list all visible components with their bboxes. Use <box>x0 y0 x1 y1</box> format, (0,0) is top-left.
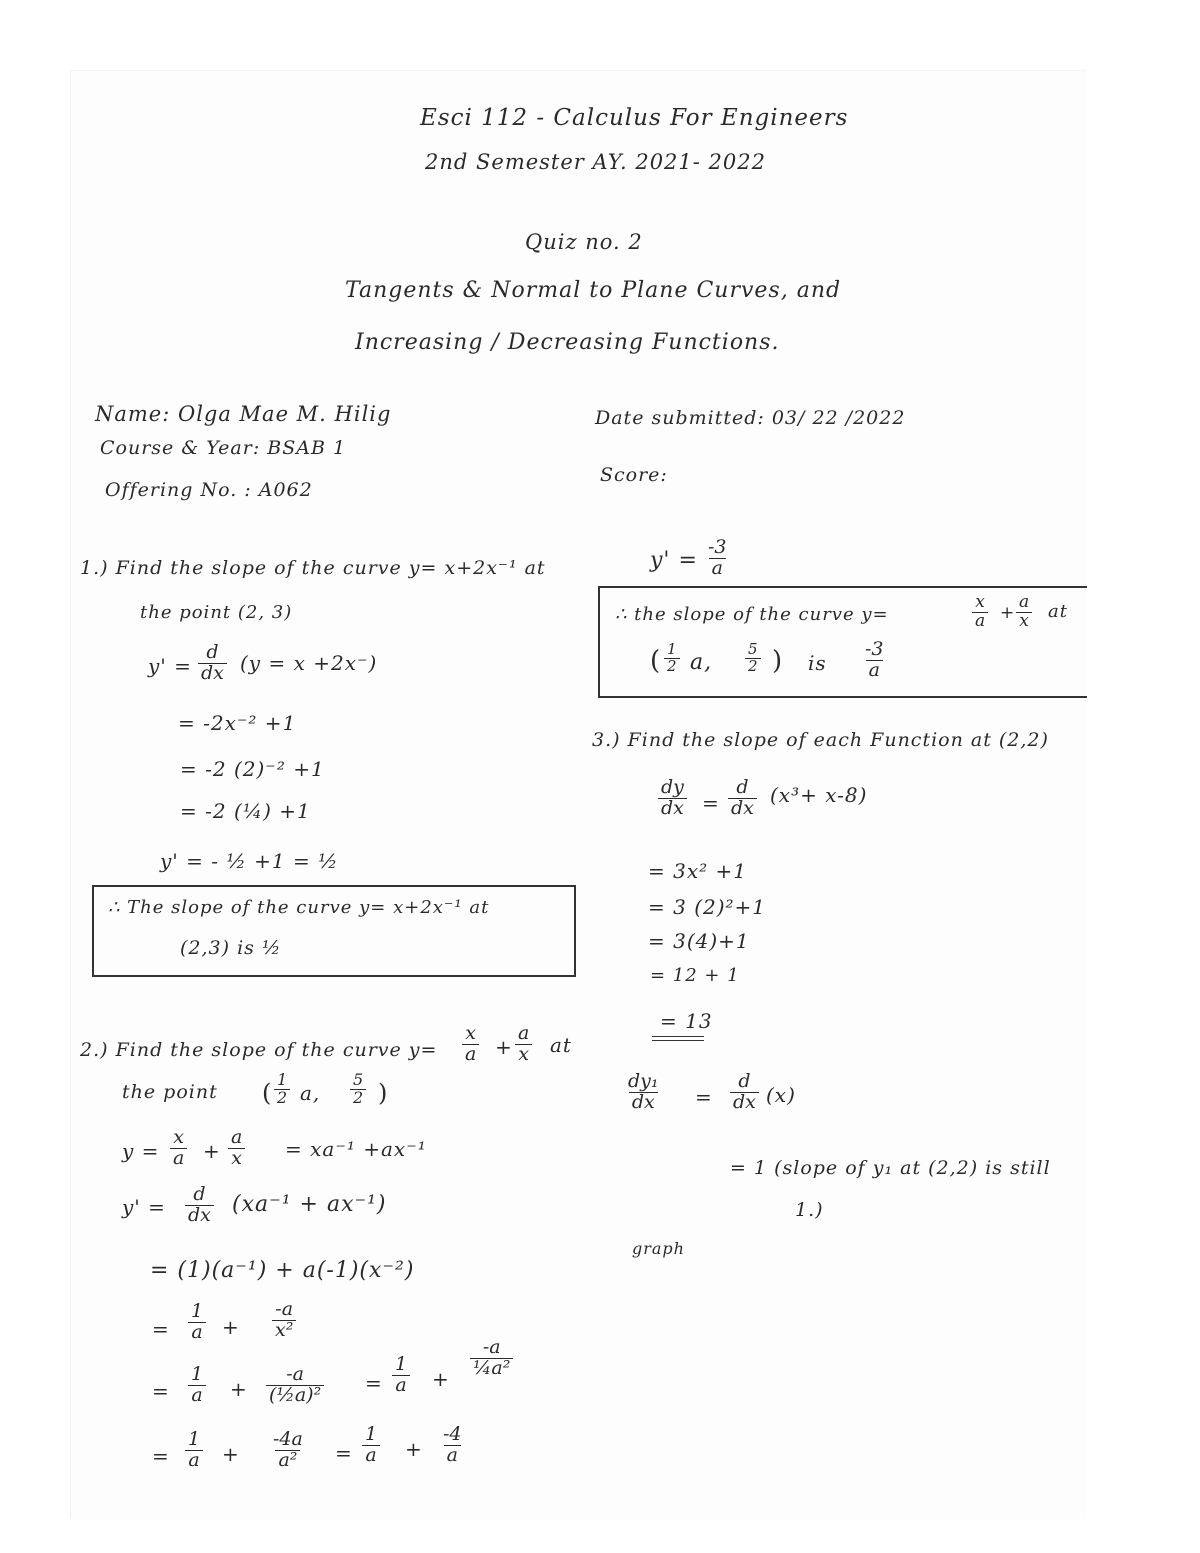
q2-s5-f2-num: -a <box>286 1363 304 1385</box>
q2-s1-f1-num: x <box>173 1126 185 1148</box>
q2-s1-f1-den: a <box>170 1148 187 1169</box>
q2-result-den: a <box>709 558 726 579</box>
q1-step4: = -2 (¼) +1 <box>180 799 311 823</box>
q3-line4: = 12 + 1 <box>650 965 740 986</box>
q2-ans-at: at <box>1048 601 1068 622</box>
q2-ans-res-num: -3 <box>865 638 884 660</box>
q3-d2-rhs: (x) <box>766 1083 796 1107</box>
q1-dx: dx <box>198 663 227 684</box>
q2-s4-f2-num: -a <box>275 1298 294 1320</box>
q2-ans-f2-den: x <box>1016 612 1032 631</box>
q2-s4-f1-den: a <box>188 1322 205 1343</box>
q2-s3: = (1)(a⁻¹) + a(-1)(x⁻²) <box>150 1258 415 1283</box>
q1-step3: = -2 (2)⁻² +1 <box>180 757 325 781</box>
q2-s5-frac4 <box>470 1338 513 1379</box>
q2-prompt-f1-den: a <box>462 1044 479 1065</box>
topic-line-2: Increasing / Decreasing Functions. <box>355 330 780 355</box>
q2-prompt-f2-den: x <box>515 1044 532 1065</box>
q2-s1-frac1 <box>170 1128 187 1169</box>
q1-step5: y' = - ½ +1 = ½ <box>160 849 339 873</box>
q2-ans-a: a, <box>690 650 713 675</box>
q2-s5-eq2: = <box>365 1371 383 1395</box>
q3-d2-eq: = <box>695 1085 713 1109</box>
q3-d2-den: dx <box>629 1092 658 1113</box>
q2-prompt-frac-x-over-a <box>462 1024 479 1065</box>
q3-d1-rhs: (x³+ x-8) <box>770 783 868 807</box>
q2-s5-f1-num: 1 <box>191 1363 204 1385</box>
q2-s1-f2-den: x <box>228 1148 245 1169</box>
q1-answer-line1: ∴ The slope of the curve y= x+2x⁻¹ at <box>108 897 490 918</box>
q2-s5-frac3 <box>392 1355 410 1396</box>
q3-d1-eq: = <box>702 791 720 815</box>
q2-prompt-frac-a-over-x <box>515 1024 532 1065</box>
q2-s6-f1-den: a <box>185 1450 202 1471</box>
q2-s1-frac2 <box>228 1128 245 1169</box>
q2-point-a: a, <box>300 1081 321 1105</box>
q2-s5-f1-den: a <box>188 1385 205 1406</box>
q2-result-num: -3 <box>708 536 727 558</box>
q2-s5-plus: + <box>230 1377 248 1401</box>
q2-s1-rhs: = xa⁻¹ +ax⁻¹ <box>285 1137 427 1161</box>
q3-d2-op-num: d <box>738 1070 751 1092</box>
q2-point-half-den: 2 <box>274 1089 290 1107</box>
q2-ans-frac1 <box>972 594 988 631</box>
q2-ans-five <box>745 642 761 675</box>
course-title: Esci 112 - Calculus For Engineers <box>420 105 849 131</box>
score-label: Score: <box>600 464 668 486</box>
q2-ans-half <box>664 642 680 675</box>
q3-prompt: 3.) Find the slope of each Function at (2,2) <box>592 729 1049 751</box>
q2-result-frac <box>705 538 730 579</box>
q2-s6-f4-num: -4 <box>443 1423 462 1445</box>
offering-number: Offering No. : A062 <box>105 479 313 501</box>
q2-s6-frac2 <box>270 1430 306 1471</box>
q2-ans-five-den: 2 <box>745 658 761 675</box>
q1-step1-rhs: (y = x +2x⁻) <box>240 651 378 675</box>
q2-s4-frac2 <box>272 1300 296 1341</box>
semester-line: 2nd Semester AY. 2021- 2022 <box>425 150 766 174</box>
q2-result-lhs: y' = <box>650 548 698 573</box>
q2-ans-open: ( <box>650 646 662 676</box>
q2-s2-num: d <box>193 1183 206 1205</box>
q2-s5-frac1 <box>188 1365 206 1406</box>
q1-prompt-line2: the point (2, 3) <box>140 602 293 623</box>
q2-s5-frac2 <box>266 1365 324 1406</box>
q2-s2-rhs: (xa⁻¹ + ax⁻¹) <box>232 1192 387 1217</box>
q2-s1-plus: + <box>203 1139 221 1163</box>
q2-prompt-plus: + <box>495 1035 513 1059</box>
q3-line3: = 3(4)+1 <box>648 929 750 953</box>
q3-d1-op-num: d <box>736 776 749 798</box>
q2-point-close: ) <box>378 1079 389 1107</box>
q3-double-underline <box>652 1036 704 1041</box>
q2-point-open: ( <box>262 1079 273 1107</box>
q2-s5-eq: = <box>152 1379 170 1403</box>
q2-prompt-f1-num: x <box>465 1022 477 1044</box>
q2-ans-half-num: 1 <box>667 640 677 658</box>
quiz-number: Quiz no. 2 <box>525 230 643 254</box>
q3-d1-den: dx <box>658 798 687 819</box>
q2-point-five-den: 2 <box>350 1089 366 1107</box>
q2-s4-f1-num: 1 <box>191 1300 204 1322</box>
q2-s5-f4-den: ¼a² <box>470 1358 513 1379</box>
course-year: Course & Year: BSAB 1 <box>100 437 347 459</box>
q3-d2-op-den: dx <box>730 1092 759 1113</box>
q2-s4-plus: + <box>222 1315 240 1339</box>
q2-point-half-num: 1 <box>277 1070 288 1089</box>
q2-s6-f4-den: a <box>444 1445 461 1466</box>
q2-s6-eq: = <box>152 1444 170 1468</box>
q2-point-five-halves <box>350 1072 366 1107</box>
q2-s6-plus: + <box>222 1442 240 1466</box>
q2-s4-eq: = <box>152 1317 170 1341</box>
q2-ans-plus: + <box>1000 603 1016 623</box>
q2-ans-res-den: a <box>866 660 883 681</box>
q2-s5-f3-den: a <box>392 1375 409 1396</box>
q2-s6-frac1 <box>185 1430 203 1471</box>
q2-s6-f2-den: a² <box>275 1450 300 1471</box>
q3-line1: = 3x² +1 <box>648 859 747 883</box>
q2-s6-frac4 <box>440 1425 465 1466</box>
q2-s6-f3-num: 1 <box>365 1423 378 1445</box>
q2-s4-f2-den: x² <box>272 1320 296 1341</box>
q3-d1-num: dy <box>661 776 684 798</box>
q2-s6-eq2: = <box>335 1441 353 1465</box>
q2-ans-result <box>862 640 887 681</box>
q2-s2-lhs: y' = <box>122 1195 166 1219</box>
q1-d: d <box>206 641 219 663</box>
q1-prompt-line1: 1.) Find the slope of the curve y= x+2x⁻¹ at <box>80 557 546 579</box>
q2-point-five-num: 5 <box>353 1070 364 1089</box>
q3-graph-note: graph <box>632 1239 685 1258</box>
q2-point-half <box>274 1072 290 1107</box>
q2-s2-den: dx <box>185 1205 214 1226</box>
q2-ans-five-num: 5 <box>748 640 758 658</box>
q2-s4-frac1 <box>188 1302 206 1343</box>
q3-line6: = 1 (slope of y₁ at (2,2) is still <box>730 1157 1051 1179</box>
q2-ans-f2-num: a <box>1019 592 1030 612</box>
topic-line-1: Tangents & Normal to Plane Curves, and <box>345 278 842 303</box>
q3-d1-lhs <box>658 778 687 819</box>
q2-s2-derivative <box>185 1185 214 1226</box>
q2-ans-is: is <box>808 651 827 675</box>
q2-prompt-at: at <box>550 1033 572 1057</box>
q2-s6-frac3 <box>362 1425 380 1466</box>
q2-s1-lhs: y = <box>122 1139 160 1163</box>
q2-s1-f2-num: a <box>231 1126 243 1148</box>
q2-ans-f1-den: a <box>972 612 988 631</box>
q3-d1-operator <box>728 778 757 819</box>
q2-s6-f1-num: 1 <box>188 1428 201 1450</box>
q2-prompt-line1: 2.) Find the slope of the curve y= <box>80 1039 438 1061</box>
q1-step1-lhs: y' = <box>148 654 192 678</box>
q3-d2-num: dy₁ <box>628 1070 659 1092</box>
date-submitted: Date submitted: 03/ 22 /2022 <box>595 407 906 429</box>
q1-answer-line2: (2,3) is ½ <box>180 937 282 959</box>
q2-ans-f1-num: x <box>975 592 985 612</box>
q2-ans-half-den: 2 <box>664 658 680 675</box>
q2-s5-plus2: + <box>432 1367 450 1391</box>
q2-s6-f3-den: a <box>362 1445 379 1466</box>
q2-ans-frac2 <box>1016 594 1032 631</box>
q3-d1-op-den: dx <box>728 798 757 819</box>
q3-d2-lhs <box>625 1072 662 1113</box>
q2-s6-f2-num: -4a <box>273 1428 303 1450</box>
student-name: Name: Olga Mae M. Hilig <box>95 402 392 426</box>
q2-s5-f3-num: 1 <box>395 1353 408 1375</box>
q2-s6-plus2: + <box>405 1437 423 1461</box>
q3-line6b: 1.) <box>795 1199 824 1221</box>
q3-d2-operator <box>730 1072 759 1113</box>
q1-step1-derivative <box>198 643 227 684</box>
q2-prompt-line2: the point <box>122 1081 218 1103</box>
q2-prompt-f2-num: a <box>518 1022 530 1044</box>
q3-line5: = 13 <box>660 1009 713 1033</box>
q2-answer-prefix: ∴ the slope of the curve y= <box>615 604 889 625</box>
q3-line2: = 3 (2)²+1 <box>648 895 767 919</box>
q2-ans-close: ) <box>772 646 784 676</box>
q2-s5-f4-num: -a <box>482 1336 501 1358</box>
q1-step2: = -2x⁻² +1 <box>178 711 297 735</box>
q2-s5-f2-den: (½a)² <box>266 1385 324 1406</box>
